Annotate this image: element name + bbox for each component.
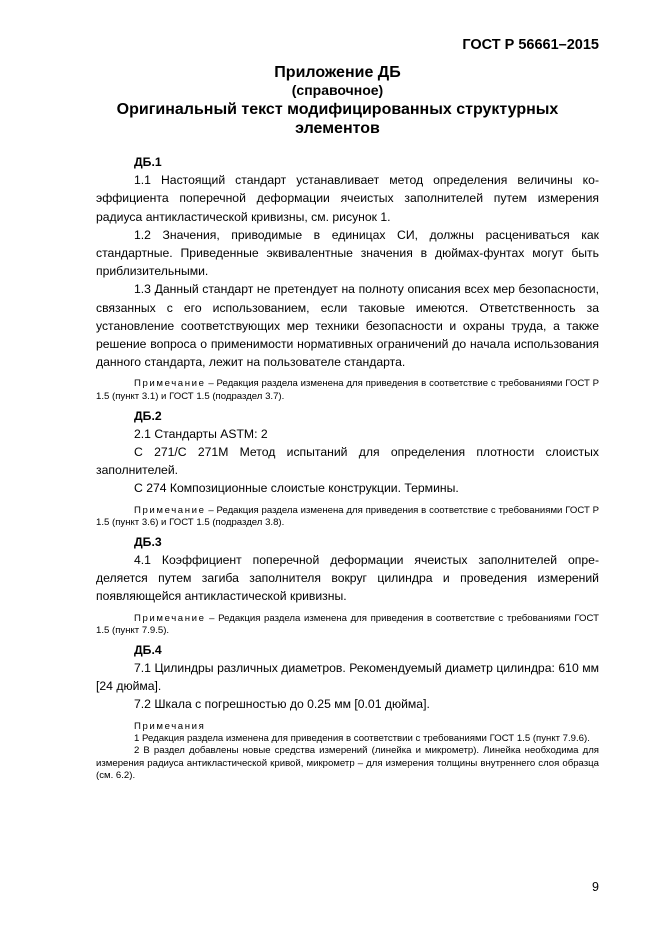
notes-db4 [96, 721, 599, 783]
note-label: Примечание [134, 612, 206, 624]
note-label: Примечание [134, 378, 206, 390]
appendix-title: Приложение ДБ [274, 64, 401, 81]
document-code-header: ГОСТ Р 56661–2015 [462, 37, 599, 53]
paragraph-4-1: 4.1 Коэффициент поперечной деформации ячеистых заполнителей определяется путем загиба заполнителя вокруг цилиндра и проведения измерений появляющейся антикластической кривизны. [96, 553, 599, 604]
section-label-db1: ДБ.1 [134, 155, 162, 169]
appendix-heading-line-1: Оригинальный текст модифицированных структурных [116, 101, 559, 118]
note-db1 [96, 378, 599, 403]
appendix-subtitle: (справочное) [291, 82, 384, 98]
note-label: Примечание [134, 504, 206, 516]
section-label-db4: ДБ.4 [134, 642, 162, 657]
section-label-db2: ДБ.2 [134, 408, 162, 423]
paragraph-2-1: 2.1 Стандарты ASTM: 2 [134, 426, 268, 441]
note-text: – Редакция раздела изменена для приведения в соответствие с требованиями ГОСТ 1.5 (пункт 7.9.5). [96, 612, 599, 637]
paragraph-2-3: C 274 Композиционные слоистые конструкции. Термины. [134, 481, 459, 496]
paragraph-1-1: 1.1 Настоящий стандарт устанавливает метод определения величины коэффициента поперечной деформации ячеистых заполнителей путем измерения радиуса антикластической кривизны, см. рисунок 1. [96, 173, 599, 224]
note-text: – Редакция раздела изменена для приведения в соответствие с требованиями ГОСТ Р 1.5 (пункт 3.6) и ГОСТ 1.5 (подраздел 3.8). [96, 504, 599, 529]
note-item-1: 1 Редакция раздела изменена для приведения в соответствии с требованиями ГОСТ 1.5 (пункт 7.9.6). [134, 733, 590, 745]
paragraph-2-2: C 271/C 271M Метод испытаний для определения плотности слоистых заполнителей. [96, 445, 599, 478]
paragraph-7-1: 7.1 Цилиндры различных диаметров. Рекомендуемый диаметр цилиндра: 610 мм [24 дюйма]. [96, 661, 599, 694]
paragraph-1-2: 1.2 Значения, приводимые в единицах СИ, должны расцениваться как стандартные. Приведенные эквивалентные значения в дюймах-фунтах могут быть приблизительными. [96, 227, 599, 279]
appendix-heading-line-2: элементов [295, 120, 380, 137]
note-item-2: 2 В раздел добавлены новые средства измерений (линейка и микрометр). Линейка необходима для измерения радиуса антикластической кривой, микрометр – для измерения толщины внутреннего слоя образца (см. 6.2). [96, 745, 599, 782]
note-db3 [96, 613, 599, 638]
document-body [96, 153, 599, 783]
appendix-title-block [60, 64, 615, 138]
note-text: – Редакция раздела изменена для приведения в соответствие с требованиями ГОСТ Р 1.5 (пункт 3.1) и ГОСТ 1.5 (подраздел 3.7). [96, 378, 599, 403]
section-label-db3: ДБ.3 [134, 534, 162, 549]
paragraph-7-2: 7.2 Шкала с погрешностью до 0.25 мм [0.01 дюйма]. [134, 697, 430, 712]
paragraph-1-3: 1.3 Данный стандарт не претендует на полноту описания всех мер безопасности, связанных с его использованием, если таковые имеются. Ответственность за установление соответствующих мер техники безопасности и охраны труда, а также решение вопроса о применимости нормативных ограничений до начала использования данного стандарта, лежит на пользователе стандарта. [96, 282, 599, 370]
page-number: 9 [592, 880, 599, 894]
note-db2 [96, 505, 599, 530]
notes-label: Примечания [134, 720, 206, 732]
